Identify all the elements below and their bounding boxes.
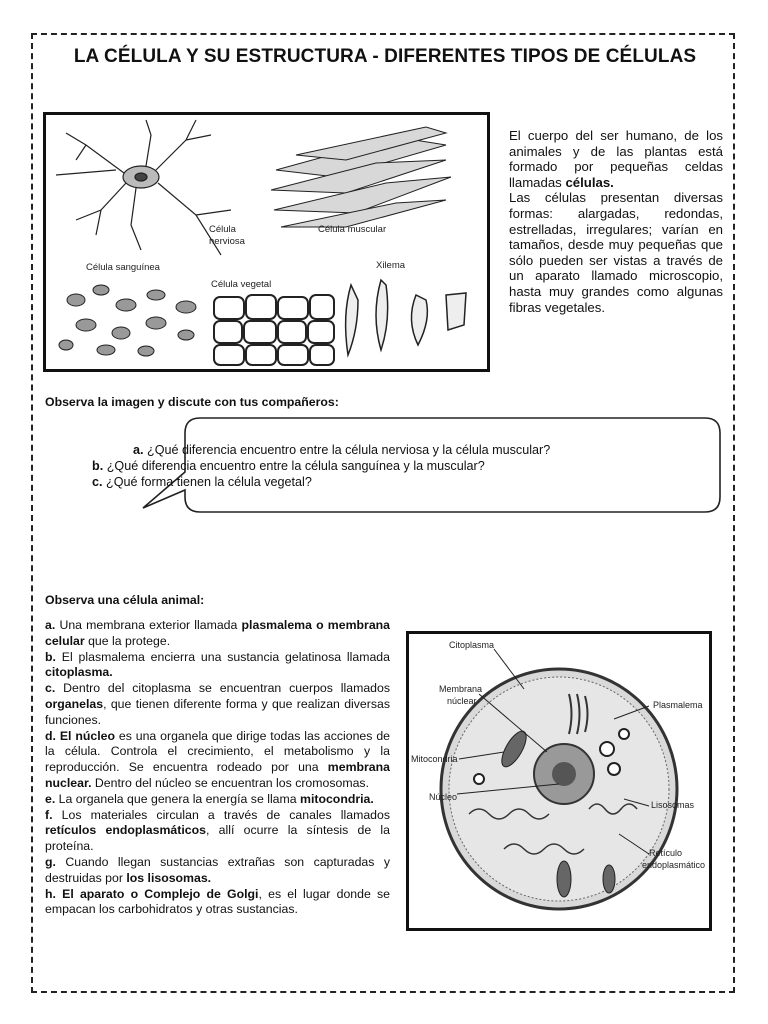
animal-cell-figure xyxy=(406,631,712,931)
item-g: g. Cuando llegan sustancias extrañas son capturadas y destruidas por los lisosomas. xyxy=(45,854,390,885)
muscle-cell-drawing xyxy=(271,127,451,227)
plant-cell-drawing xyxy=(214,295,334,365)
cell-types-drawing xyxy=(46,115,487,369)
intro-paragraph-1: El cuerpo del ser humano, de los animales y de las plantas está formado por pequeñas celdas llamadas células. xyxy=(509,128,723,190)
label-mitocondria: Mitocondria xyxy=(411,754,458,764)
label-sanguinea: Célula sanguínea xyxy=(86,262,160,273)
item-d: d. El núcleo es una organela que dirige todas las acciones de la célula. Controla el crecimiento, el metabolismo y la reproducción. Se encuentra rodeado por una membrana nuclear. Dentro del núcleo se encuentran los cromosomas. xyxy=(45,728,390,790)
label-nerviosa-1: Célula xyxy=(209,224,236,235)
label-lisosomas: Lisosomas xyxy=(651,800,695,810)
intro-text xyxy=(509,128,723,315)
organelle-list xyxy=(45,618,390,918)
label-vegetal: Célula vegetal xyxy=(211,279,272,290)
question-a: a. ¿Qué diferencia encuentro entre la célula nerviosa y la célula muscular? xyxy=(133,443,551,457)
label-citoplasma: Citoplasma xyxy=(449,640,495,650)
question-b: b. ¿Qué diferencia encuentro entre la célula sanguínea y la muscular? xyxy=(92,459,485,473)
page-title: LA CÉLULA Y SU ESTRUCTURA - DIFERENTES TIPOS DE CÉLULAS xyxy=(73,46,697,67)
animal-cell-drawing xyxy=(409,634,709,928)
label-nerviosa-2: nerviosa xyxy=(209,236,245,247)
question-c: c. ¿Qué forma tienen la célula vegetal? xyxy=(92,475,312,489)
observe-heading-2: Observa una célula animal: xyxy=(45,593,205,607)
label-muscular: Célula muscular xyxy=(318,224,387,235)
label-reticulo-2: endoplasmático xyxy=(642,860,706,870)
questions-list xyxy=(80,442,550,490)
observe-heading-1: Observa la imagen y discute con tus compañeros: xyxy=(45,395,339,409)
item-a: a. Una membrana exterior llamada plasmalema o membrana celular que la protege. xyxy=(45,618,391,648)
item-e: e. La organela que genera la energía se llama mitocondria. xyxy=(45,791,374,806)
label-plasmalema: Plasmalema xyxy=(653,700,703,710)
item-b: b. El plasmalema encierra una sustancia gelatinosa llamada citoplasma. xyxy=(45,649,390,680)
nerve-cell-drawing xyxy=(56,120,231,255)
item-f: f. Los materiales circulan a través de canales llamados retículos endoplasmáticos, allí ocurre la síntesis de la proteína. xyxy=(45,807,391,854)
label-nucleo: Núcleo xyxy=(429,792,458,802)
xilema-drawing xyxy=(346,280,466,355)
label-membrana-1: Membrana xyxy=(439,684,483,694)
intro-paragraph-2: Las células presentan diversas formas: alargadas, redondas, estrelladas, irregulares; varían en tamaños, desde muy pequeñas que sólo pueden ser vistas a través de un aparato llamado microscopio, hasta muy grandes como algunas fibras vegetales. xyxy=(509,190,723,315)
label-membrana-2: núclear xyxy=(447,696,477,706)
label-reticulo-1: Retículo xyxy=(649,848,683,858)
blood-cell-drawing xyxy=(59,285,196,356)
item-c: c. Dentro del citoplasma se encuentran cuerpos llamados organelas, que tienen diferente forma y que realizan diversas funciones. xyxy=(45,681,390,727)
item-h: h. El aparato o Complejo de Golgi, es el lugar donde se empacan los carbohidratos y otras sustancias. xyxy=(45,886,390,917)
cell-types-figure xyxy=(43,112,490,372)
label-xilema: Xilema xyxy=(376,260,406,271)
